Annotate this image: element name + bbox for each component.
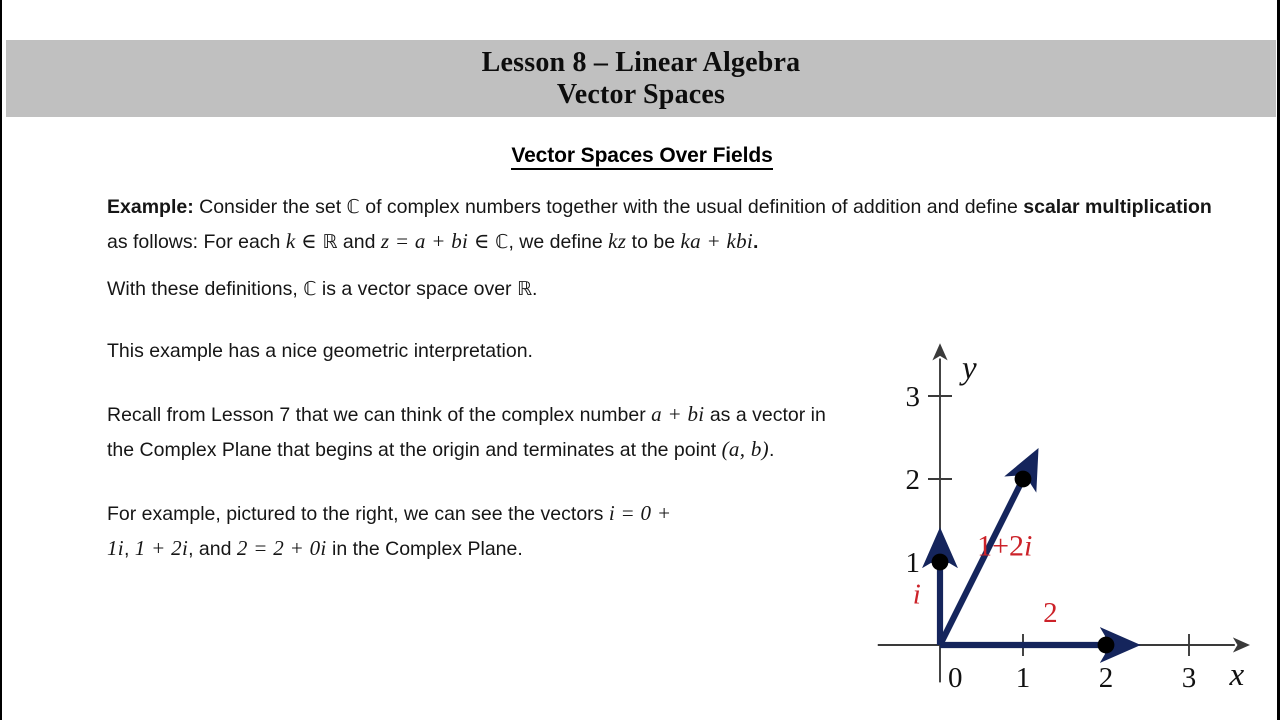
scalar-multiplication-label: scalar multiplication [1023, 196, 1212, 218]
p3-text: This example has a nice geometric interpretation. [107, 339, 533, 362]
vector-label-i: i [912, 578, 921, 611]
y-tick-label-1: 1 [905, 547, 920, 579]
x-tick-label-2: 2 [1098, 662, 1114, 694]
vector-label-2: 2 [1043, 596, 1058, 629]
set-real-1: ℝ [322, 230, 338, 253]
math-z-def: z = a + bi [380, 228, 469, 253]
p5-text-a: For example, pictured to the right, we can see the vectors [107, 503, 609, 526]
section-heading [2, 144, 1280, 168]
math-k: k [285, 228, 296, 253]
math-in-2: ∈ [468, 228, 496, 253]
origin-label: 0 [948, 662, 963, 694]
y-tick-label-3: 3 [905, 381, 920, 413]
set-real-2: ℝ [516, 278, 533, 301]
p1-text-c: as follows: For each [107, 230, 286, 253]
p4-text-b: as a vector in the Complex Plane that begins at the origin and terminates at the point [107, 404, 826, 461]
vector-label-1+2i: 1+2i [977, 529, 1033, 563]
math-ka-kbi: ka + kbi [680, 228, 754, 253]
axis-ticks-group [928, 396, 1189, 656]
paragraph-vectors-example [107, 496, 687, 565]
p2-text-b: is a vector space over [316, 278, 517, 301]
p1-text-b: of complex numbers together with the usual definition of addition and define [359, 196, 1024, 218]
paragraph-recall [107, 397, 852, 466]
p1-text-a: Consider the set [193, 196, 347, 218]
x-axis-label: x [1229, 657, 1245, 693]
set-complex-1: ℂ [346, 196, 360, 218]
data-point-1 [1015, 471, 1032, 488]
p4-text-a: Recall from Lesson 7 that we can think of the complex number [107, 404, 652, 427]
vector-labels-group [913, 529, 1058, 628]
p1-text-e: , we define [508, 230, 609, 253]
data-point-0 [932, 554, 949, 571]
set-complex-3: ℂ [303, 278, 317, 301]
math-kz: kz [608, 228, 627, 253]
y-axis-label: y [962, 350, 977, 387]
data-point-2 [1098, 637, 1115, 654]
math-in-1: ∈ [295, 228, 323, 253]
math-vector-i: i = 0 + 1i [107, 501, 672, 561]
p1-period: . [753, 230, 759, 253]
p5-text-b: , [123, 538, 135, 561]
x-tick-label-3: 3 [1181, 662, 1197, 694]
math-vector-2: 2 = 2 + 0i [236, 536, 327, 561]
set-complex-2: ℂ [495, 230, 509, 253]
paragraph-definitions [107, 274, 1222, 306]
math-a-plus-bi: a + bi [651, 402, 705, 427]
p5-text-c: , and [188, 538, 237, 561]
p1-text-d: and [337, 230, 381, 253]
p1-text-f: to be [626, 230, 681, 253]
complex-plane-figure [870, 330, 1280, 710]
p2-text-c: . [532, 278, 538, 301]
title-banner [6, 40, 1276, 117]
spacer-1 [107, 258, 1222, 274]
section-heading-text: Vector Spaces Over Fields [511, 144, 772, 170]
x-tick-label-1: 1 [1015, 662, 1031, 694]
axes-group [878, 359, 1235, 683]
paragraph-example [107, 192, 1222, 258]
lesson-title-line2: Vector Spaces [556, 78, 726, 110]
p4-text-c: . [768, 438, 775, 461]
example-label: Example: [107, 196, 194, 218]
y-tick-label-2: 2 [905, 464, 920, 496]
p5-text-d: in the Complex Plane. [326, 538, 523, 561]
math-vector-1plus2i: 1 + 2i [134, 536, 189, 561]
math-point-ab: (a, b) [721, 436, 769, 461]
lesson-title-line1: Lesson 8 – Linear Algebra [481, 46, 801, 78]
p2-text-a: With these definitions, [107, 278, 304, 301]
